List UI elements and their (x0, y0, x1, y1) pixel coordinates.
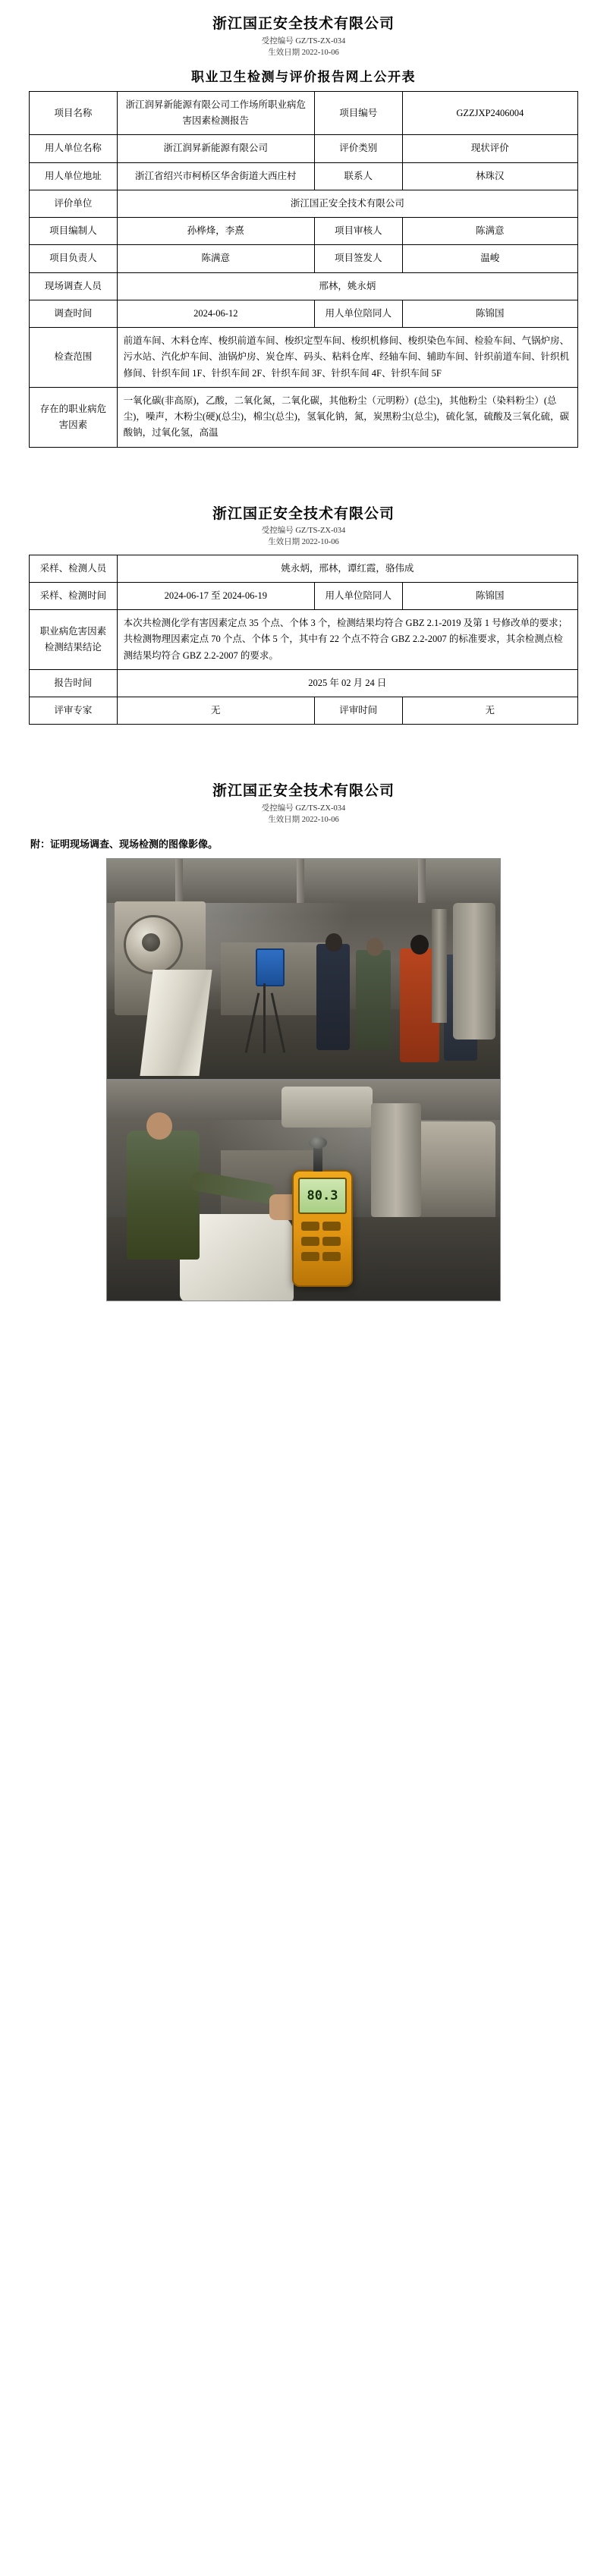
row-label: 项目负责人 (30, 245, 118, 272)
hazard-value: 一氧化碳(非高原)，乙酸，二氧化氮，二氧化碳，其他粉尘（元明粉）(总尘)，其他粉尘（染料粉尘）(总尘)，噪声，木粉尘(硬)(总尘)，棉尘(总尘)，氢氧化钠，氮，炭黑粉尘(总尘)，硫化氢，硫酸及三氧化硫，碳酸钠，过氧化氢，高温 (117, 387, 577, 447)
document-header (29, 781, 578, 826)
meter-keypad (298, 1217, 344, 1276)
row-value: 2025 年 02 月 24 日 (117, 669, 577, 697)
table-row-conclusion (30, 610, 578, 670)
row-label: 联系人 (314, 162, 402, 190)
table-row (30, 300, 578, 327)
company-name: 浙江国正安全技术有限公司 (212, 505, 395, 522)
page-break (0, 732, 607, 767)
effective-date: 生效日期 2022-10-06 (268, 538, 339, 547)
table-row (30, 91, 578, 135)
hazard-label: 存在的职业病危害因素 (30, 387, 118, 447)
pipe-shape (371, 1103, 421, 1217)
control-number: 受控编号 GZ/TS-ZX-034 (261, 804, 346, 813)
row-label: 用人单位名称 (30, 135, 118, 162)
sampling-info-table (29, 555, 578, 725)
row-value: 浙江国正安全技术有限公司 (117, 190, 577, 217)
conclusion-value: 本次共检测化学有害因素定点 35 个点、个体 3 个，检测结果均符合 GBZ 2.1-2019 及第 1 号修改单的要求；共检测物理因素定点 70 个点、个体 5 个，其中有 22 个点不符合 GBZ 2.2-2007 的标准要求，其余检测点检测结果均符合 GBZ 2.2-2007 的要求。 (117, 610, 577, 670)
table-row (30, 697, 578, 725)
scope-label: 检查范围 (30, 328, 118, 388)
table-row (30, 582, 578, 609)
table-row (30, 555, 578, 582)
beam-shape (418, 859, 426, 903)
person-head-shape (326, 933, 342, 951)
table-row-scope (30, 328, 578, 388)
person-shape (316, 944, 350, 1050)
table-row (30, 669, 578, 697)
row-label: 项目审核人 (314, 218, 402, 245)
meter-display: 80.3 (298, 1178, 347, 1214)
row-value: 无 (117, 697, 314, 725)
row-label: 用人单位陪同人 (314, 300, 402, 327)
beam-shape (297, 859, 304, 903)
attachment-note: 附：证明现场调查、现场检测的图像影像。 (30, 838, 219, 851)
row-value: 陈锦国 (402, 300, 577, 327)
person-shape (356, 950, 391, 1050)
meter-button (322, 1237, 341, 1246)
table-row (30, 190, 578, 217)
tank-shape (414, 1121, 495, 1222)
control-number: 受控编号 GZ/TS-ZX-034 (261, 36, 346, 46)
row-value: 浙江润昇新能源有限公司工作场所职业病危害因素检测报告 (117, 91, 314, 135)
page-title: 职业卫生检测与评价报告网上公开表 (191, 69, 416, 84)
row-value: 2024-06-12 (117, 300, 314, 327)
row-label: 调查时间 (30, 300, 118, 327)
document-header (29, 14, 578, 58)
sampling-device-shape (256, 948, 285, 986)
row-label: 现场调查人员 (30, 272, 118, 300)
photo-gallery (106, 858, 501, 1301)
row-label: 用人单位陪同人 (314, 582, 402, 609)
row-value: 孙桦烽，李熹 (117, 218, 314, 245)
row-label: 项目编号 (314, 91, 402, 135)
table-row (30, 162, 578, 190)
effective-date: 生效日期 2022-10-06 (268, 48, 339, 57)
row-value: 姚永炳，邢林，谭红霞，骆伟成 (117, 555, 577, 582)
row-label: 项目名称 (30, 91, 118, 135)
conclusion-label: 职业病危害因素检测结果结论 (30, 610, 118, 670)
row-value: 温峻 (402, 245, 577, 272)
microphone-tip-shape (309, 1137, 327, 1149)
row-value: GZZJXP2406004 (402, 91, 577, 135)
table-row (30, 218, 578, 245)
row-label: 采样、检测人员 (30, 555, 118, 582)
row-label: 评审时间 (314, 697, 402, 725)
row-label: 项目编制人 (30, 218, 118, 245)
row-label: 采样、检测时间 (30, 582, 118, 609)
noise-measurement-photo (106, 1080, 501, 1301)
row-value: 陈锦国 (402, 582, 577, 609)
document-header (29, 504, 578, 549)
beam-shape (175, 859, 183, 903)
effective-date: 生效日期 2022-10-06 (268, 816, 339, 825)
row-label: 评价单位 (30, 190, 118, 217)
control-number: 受控编号 GZ/TS-ZX-034 (261, 527, 346, 536)
row-value: 陈满意 (402, 218, 577, 245)
row-value: 2024-06-17 至 2024-06-19 (117, 582, 314, 609)
project-info-table (29, 91, 578, 448)
row-label: 用人单位地址 (30, 162, 118, 190)
meter-button (301, 1237, 319, 1246)
pipe-shape (281, 1087, 373, 1128)
microphone-shape (313, 1146, 322, 1172)
meter-button (301, 1252, 319, 1261)
meter-button (301, 1222, 319, 1231)
pipe-shape (432, 909, 447, 1023)
tripod-shape (263, 983, 266, 1053)
pipe-shape (453, 903, 495, 1040)
row-label: 评审专家 (30, 697, 118, 725)
row-value: 林珠汉 (402, 162, 577, 190)
page-1 (0, 0, 607, 455)
table-row (30, 272, 578, 300)
page-3 (0, 767, 607, 1319)
row-value: 邢林，姚永炳 (117, 272, 577, 300)
table-row (30, 135, 578, 162)
meter-button (322, 1222, 341, 1231)
page-2 (0, 490, 607, 733)
table-row-hazards (30, 387, 578, 447)
row-value: 浙江省绍兴市柯桥区华舍街道大西庄村 (117, 162, 314, 190)
row-label: 评价类别 (314, 135, 402, 162)
site-survey-photo (106, 858, 501, 1080)
row-value: 陈满意 (117, 245, 314, 272)
row-value: 浙江润昇新能源有限公司 (117, 135, 314, 162)
page-break (0, 455, 607, 490)
company-name: 浙江国正安全技术有限公司 (212, 16, 395, 32)
person-shape (127, 1131, 200, 1260)
table-row (30, 245, 578, 272)
row-label: 项目签发人 (314, 245, 402, 272)
meter-button (322, 1252, 341, 1261)
scope-value: 前道车间、木料仓库、梭织前道车间、梭织定型车间、梭织机修间、梭织染色车间、检验车间、气锅炉房、污水站、汽化炉车间、油锅炉房、炭仓库、码头、粘料仓库、经轴车间、辅助车间、针织前道车间、针织机修间、针织车间 1F、针织车间 2F、针织车间 3F、针织车间 4F、针织车间 5F (117, 328, 577, 388)
row-value: 现状评价 (402, 135, 577, 162)
row-value: 无 (402, 697, 577, 725)
row-label: 报告时间 (30, 669, 118, 697)
company-name: 浙江国正安全技术有限公司 (212, 783, 395, 800)
